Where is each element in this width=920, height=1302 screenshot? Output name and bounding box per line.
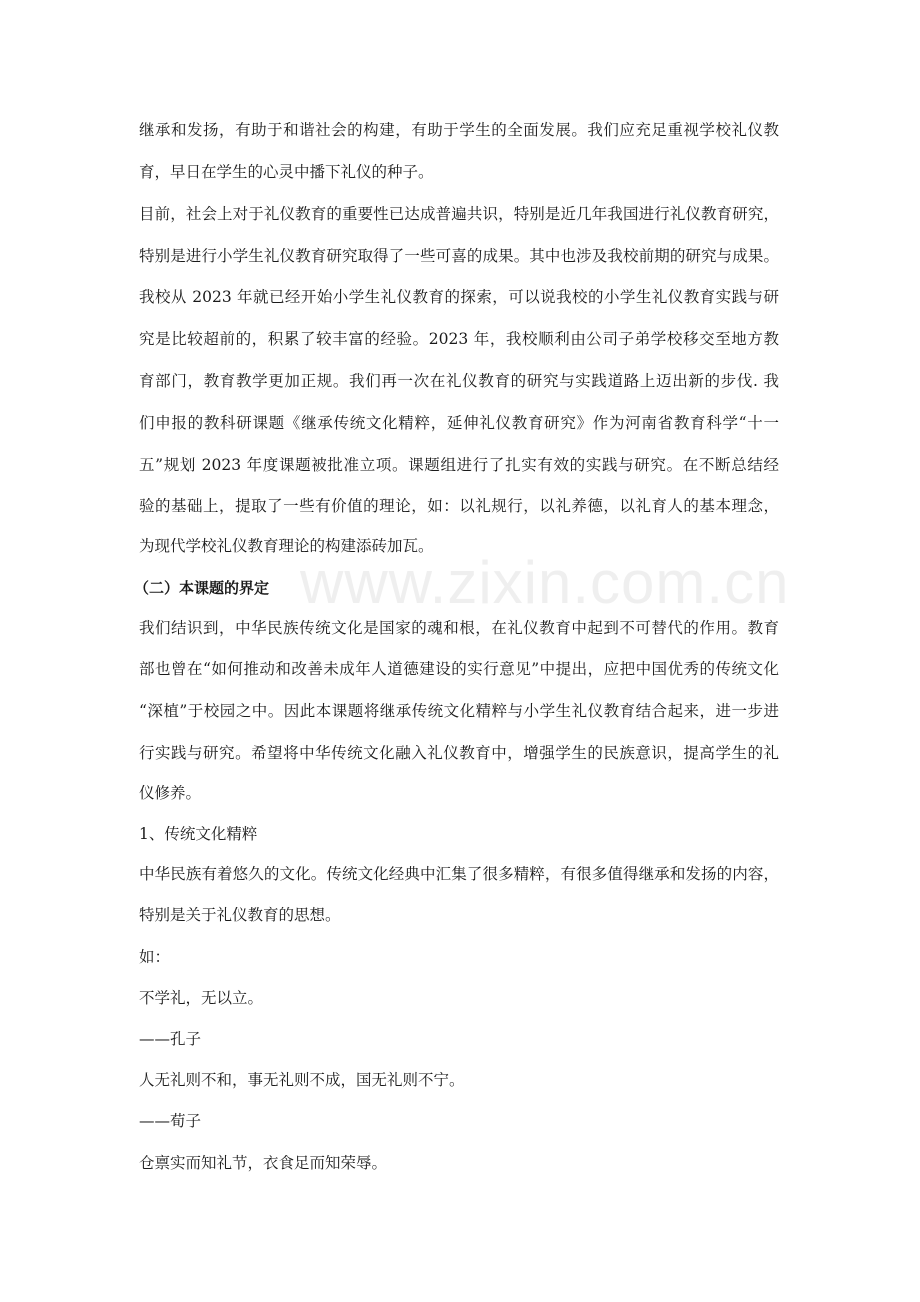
quote-attribution: ——荀子 (139, 1112, 202, 1130)
paragraph-line: 中华民族有着悠久的文化。传统文化经典中汇集了很多精粹，有很多值得继承和发扬的内容， (139, 865, 779, 883)
section-heading: （二）本课题的界定 (134, 579, 270, 597)
paragraph-line: 育部门，教育教学更加正规。我们再一次在礼仪教育的研究与实践道路上迈出新的步伐. 我 (139, 372, 779, 390)
paragraph-line: 特别是进行小学生礼仪教育研究取得了一些可喜的成果。其中也涉及我校前期的研究与成果。 (139, 247, 779, 265)
quote-line: 不学礼，无以立。 (139, 989, 264, 1007)
paragraph-line: “深植”于校园之中。因此本课题将继承传统文化精粹与小学生礼仪教育结合起来，进一步进 (139, 702, 779, 720)
paragraph-line: 部也曾在“如何推动和改善未成年人道德建设的实行意见”中提出，应把中国优秀的传统文化 (139, 660, 779, 678)
quote-attribution: ——孔子 (139, 1030, 202, 1048)
quote-line: 仓禀实而知礼节，衣食足而知荣辱。 (139, 1154, 388, 1172)
paragraph-line: 我们结识到，中华民族传统文化是国家的魂和根，在礼仪教育中起到不可替代的作用。教育 (139, 619, 779, 637)
paragraph-line: 行实践与研究。希望将中华传统文化融入礼仪教育中，增强学生的民族意识，提高学生的礼 (139, 744, 779, 762)
watermark: www.zixin.com.cn (300, 549, 790, 616)
paragraph-line: 我校从 2023 年就已经开始小学生礼仪教育的探索，可以说我校的小学生礼仪教育实践与研 (139, 288, 779, 306)
paragraph-line: 目前，社会上对于礼仪教育的重要性已达成普遍共识，特别是近几年我国进行礼仪教育研究， (139, 205, 779, 223)
paragraph-line: 仪修养。 (139, 784, 202, 802)
paragraph-line: 特别是关于礼仪教育的思想。 (139, 906, 341, 924)
paragraph-line: 究是比较超前的，积累了较丰富的经验。2023 年，我校顺利由公司子弟学校移交至地方教 (139, 330, 779, 348)
paragraph-line: 为现代学校礼仪教育理论的构建添砖加瓦。 (139, 537, 434, 555)
paragraph-line: 如： (139, 948, 171, 966)
paragraph-line: 验的基础上，提取了一些有价值的理论，如：以礼规行，以礼养德，以礼育人的基本理念， (139, 497, 779, 515)
paragraph-line: 育，早日在学生的心灵中播下礼仪的种子。 (139, 163, 434, 181)
paragraph-line: 继承和发扬，有助于和谐社会的构建，有助于学生的全面发展。我们应充足重视学校礼仪教 (139, 121, 779, 139)
paragraph-line: 们申报的教科研课题《继承传统文化精粹，延伸礼仪教育研究》作为河南省教育科学“十一 (139, 414, 779, 432)
subsection-heading: 1、传统文化精粹 (139, 825, 258, 843)
quote-line: 人无礼则不和，事无礼则不成，国无礼则不宁。 (139, 1071, 465, 1089)
paragraph-line: 五”规划 2023 年度课题被批准立项。课题组进行了扎实有效的实践与研究。在不断总结经 (139, 456, 779, 474)
